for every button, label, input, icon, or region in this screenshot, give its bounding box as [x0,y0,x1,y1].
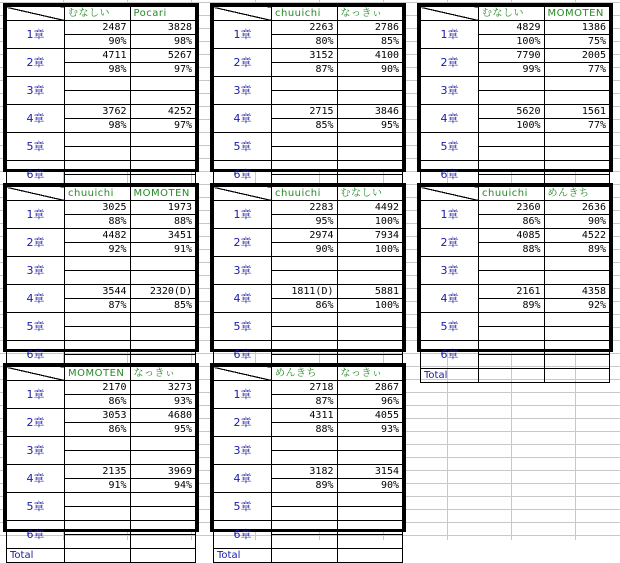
chapter-label[interactable]: 3章 [7,437,65,465]
percent-cell[interactable]: 87% [65,299,131,313]
score-cell[interactable]: 3182 [272,465,338,479]
percent-cell[interactable] [337,91,403,105]
score-cell[interactable] [65,133,131,147]
score-cell[interactable]: 5267 [130,49,196,63]
player-header-cell[interactable]: むなしい [337,187,403,201]
corner-cell[interactable] [214,367,272,381]
percent-cell[interactable]: 91% [65,479,131,493]
percent-cell[interactable] [544,91,610,105]
chapter-label[interactable]: 4章 [214,465,272,493]
score-cell[interactable]: 4711 [65,49,131,63]
corner-cell[interactable] [7,7,65,21]
percent-cell[interactable] [479,327,545,341]
percent-cell[interactable] [544,327,610,341]
corner-cell[interactable] [214,187,272,201]
percent-cell[interactable] [272,271,338,285]
score-cell[interactable] [337,161,403,175]
percent-cell[interactable] [272,147,338,161]
player-header-cell[interactable]: むなしい [65,7,131,21]
comparison-table [210,3,406,181]
percent-cell[interactable] [544,147,610,161]
percent-cell[interactable] [130,327,196,341]
player-header-cell[interactable]: chuuichi [272,187,338,201]
score-cell[interactable] [272,341,338,355]
score-cell[interactable]: 2161 [479,285,545,299]
chapter-label[interactable]: 2章 [7,409,65,437]
chapter-label[interactable]: 3章 [214,437,272,465]
player-header-cell[interactable]: chuuichi [479,187,545,201]
percent-cell[interactable]: 96% [337,395,403,409]
percent-cell[interactable] [65,327,131,341]
score-cell[interactable]: 3154 [337,465,403,479]
percent-cell[interactable] [337,507,403,521]
percent-cell[interactable] [337,271,403,285]
percent-cell[interactable]: 80% [272,35,338,49]
percent-cell[interactable] [65,147,131,161]
chapter-label[interactable]: 6章 [7,341,65,369]
chapter-label[interactable]: 5章 [421,313,479,341]
score-cell[interactable]: 1811(D) [272,285,338,299]
percent-cell[interactable] [130,451,196,465]
score-cell[interactable]: 4085 [479,229,545,243]
chapter-label[interactable]: 1章 [421,201,479,229]
score-cell[interactable] [337,77,403,91]
chapter-label[interactable]: 2章 [7,229,65,257]
chapter-label[interactable]: 4章 [214,105,272,133]
score-cell[interactable] [544,161,610,175]
score-cell[interactable]: 2974 [272,229,338,243]
chapter-label[interactable]: 3章 [214,77,272,105]
score-cell[interactable] [479,257,545,271]
score-cell[interactable] [337,313,403,327]
percent-cell[interactable] [130,91,196,105]
score-cell[interactable] [337,437,403,451]
chapter-label[interactable]: 3章 [7,77,65,105]
percent-cell[interactable]: 93% [130,395,196,409]
score-cell[interactable]: 4055 [337,409,403,423]
chapter-label[interactable]: 4章 [421,285,479,313]
score-cell[interactable]: 2718 [272,381,338,395]
score-cell[interactable] [479,133,545,147]
player-header-cell[interactable]: めんきち [272,367,338,381]
player-header-cell[interactable]: なっきぃ [337,367,403,381]
percent-cell[interactable] [65,271,131,285]
score-cell[interactable] [337,341,403,355]
score-cell[interactable]: 1386 [544,21,610,35]
score-cell[interactable] [479,313,545,327]
percent-cell[interactable]: 88% [272,423,338,437]
percent-cell[interactable]: 95% [272,215,338,229]
score-cell[interactable] [65,437,131,451]
comparison-table [210,363,406,561]
percent-cell[interactable] [272,451,338,465]
chapter-label[interactable]: 6章 [421,341,479,369]
score-cell[interactable] [130,161,196,175]
comparison-table [3,183,199,361]
chapter-label[interactable]: 1章 [7,381,65,409]
score-cell[interactable]: 4311 [272,409,338,423]
player-header-cell[interactable]: MOMOTEN [65,367,131,381]
percent-cell[interactable]: 92% [65,243,131,257]
percent-cell[interactable]: 86% [65,423,131,437]
score-cell[interactable]: 2867 [337,381,403,395]
percent-cell[interactable]: 86% [272,299,338,313]
score-cell[interactable] [544,341,610,355]
score-cell[interactable] [130,549,196,563]
score-cell[interactable]: 2283 [272,201,338,215]
percent-cell[interactable] [479,271,545,285]
chapter-label[interactable]: 5章 [421,133,479,161]
score-cell[interactable] [337,133,403,147]
percent-cell[interactable] [479,91,545,105]
chapter-label[interactable]: 4章 [7,105,65,133]
percent-cell[interactable] [337,147,403,161]
percent-cell[interactable]: 99% [479,63,545,77]
score-cell[interactable] [337,521,403,535]
chapter-label[interactable]: 1章 [214,201,272,229]
player-header-cell[interactable]: Pocari [130,7,196,21]
chapter-label[interactable]: 5章 [214,133,272,161]
percent-cell[interactable] [130,271,196,285]
percent-cell[interactable]: 93% [337,423,403,437]
comparison-table [417,183,613,381]
percent-cell[interactable]: 98% [65,119,131,133]
percent-cell[interactable]: 90% [337,479,403,493]
chapter-label[interactable]: 5章 [214,313,272,341]
percent-cell[interactable] [65,507,131,521]
score-cell[interactable]: 2487 [65,21,131,35]
comparison-table [3,3,199,181]
score-cell[interactable]: 2263 [272,21,338,35]
score-cell[interactable]: 3025 [65,201,131,215]
score-cell[interactable]: 4100 [337,49,403,63]
chapter-label[interactable]: 2章 [214,49,272,77]
score-cell[interactable]: 3828 [130,21,196,35]
score-cell[interactable]: 2135 [65,465,131,479]
corner-cell[interactable] [7,187,65,201]
percent-cell[interactable]: 87% [272,63,338,77]
percent-cell[interactable]: 85% [130,299,196,313]
percent-cell[interactable] [130,535,196,549]
chapter-label[interactable]: 5章 [7,133,65,161]
comparison-table [210,183,406,361]
score-cell[interactable]: 2636 [544,201,610,215]
corner-cell[interactable] [421,7,479,21]
chapter-label[interactable]: 6章 [214,341,272,369]
score-cell[interactable] [544,133,610,147]
chapter-label[interactable]: 1章 [7,21,65,49]
score-cell[interactable] [337,549,403,563]
percent-cell[interactable] [272,327,338,341]
percent-cell[interactable] [65,91,131,105]
player-header-cell[interactable]: chuuichi [65,187,131,201]
score-cell[interactable] [337,493,403,507]
percent-cell[interactable]: 85% [272,119,338,133]
percent-cell[interactable]: 90% [337,63,403,77]
percent-cell[interactable]: 92% [544,299,610,313]
score-cell[interactable] [65,313,131,327]
score-cell[interactable]: 4522 [544,229,610,243]
score-cell[interactable] [65,77,131,91]
score-cell[interactable] [65,257,131,271]
score-cell[interactable]: 7790 [479,49,545,63]
score-cell[interactable]: 2170 [65,381,131,395]
score-cell[interactable]: 3451 [130,229,196,243]
corner-cell[interactable] [7,367,65,381]
player-header-cell[interactable]: むなしい [479,7,545,21]
chapter-label[interactable]: 2章 [214,409,272,437]
score-cell[interactable] [130,77,196,91]
percent-cell[interactable]: 100% [337,215,403,229]
percent-cell[interactable]: 88% [130,215,196,229]
score-cell[interactable] [272,437,338,451]
score-cell[interactable] [272,549,338,563]
percent-cell[interactable]: 90% [544,215,610,229]
score-cell[interactable]: 3053 [65,409,131,423]
chapter-label[interactable]: 5章 [7,313,65,341]
percent-cell[interactable] [337,535,403,549]
score-cell[interactable] [544,257,610,271]
score-cell[interactable]: 2786 [337,21,403,35]
percent-cell[interactable] [272,91,338,105]
percent-cell[interactable]: 100% [337,299,403,313]
chapter-label[interactable]: 4章 [7,465,65,493]
score-cell[interactable]: 2005 [544,49,610,63]
percent-cell[interactable] [65,451,131,465]
total-label[interactable]: Total [7,549,65,563]
score-cell[interactable] [130,437,196,451]
percent-cell[interactable]: 89% [479,299,545,313]
total-label[interactable]: Total [214,549,272,563]
percent-cell[interactable] [65,535,131,549]
player-header-cell[interactable]: なっきぃ [130,367,196,381]
score-cell[interactable]: 5620 [479,105,545,119]
score-cell[interactable]: 3273 [130,381,196,395]
score-cell[interactable]: 3969 [130,465,196,479]
percent-cell[interactable]: 77% [544,63,610,77]
score-cell[interactable]: 7934 [337,229,403,243]
score-cell[interactable]: 4492 [337,201,403,215]
score-cell[interactable] [544,77,610,91]
percent-cell[interactable] [272,535,338,549]
corner-cell[interactable] [214,7,272,21]
score-cell[interactable]: 3762 [65,105,131,119]
score-cell[interactable] [65,521,131,535]
score-cell[interactable] [544,313,610,327]
percent-cell[interactable]: 88% [65,215,131,229]
player-header-cell[interactable]: MOMOTEN [544,7,610,21]
percent-cell[interactable] [479,355,545,369]
chapter-label[interactable]: 5章 [7,493,65,521]
percent-cell[interactable]: 77% [544,119,610,133]
score-cell[interactable] [479,341,545,355]
score-cell[interactable]: 1973 [130,201,196,215]
score-cell[interactable] [272,77,338,91]
percent-cell[interactable]: 86% [65,395,131,409]
score-cell[interactable] [479,369,545,383]
score-cell[interactable]: 2715 [272,105,338,119]
percent-cell[interactable]: 88% [479,243,545,257]
percent-cell[interactable]: 89% [272,479,338,493]
percent-cell[interactable]: 90% [65,35,131,49]
percent-cell[interactable]: 90% [272,243,338,257]
percent-cell[interactable]: 75% [544,35,610,49]
chapter-label[interactable]: 2章 [7,49,65,77]
score-cell[interactable] [479,161,545,175]
chapter-label[interactable]: 5章 [214,493,272,521]
percent-cell[interactable]: 95% [337,119,403,133]
percent-cell[interactable] [337,451,403,465]
percent-cell[interactable] [544,355,610,369]
score-cell[interactable] [130,313,196,327]
percent-cell[interactable]: 89% [544,243,610,257]
score-cell[interactable] [544,369,610,383]
percent-cell[interactable] [130,507,196,521]
player-header-cell[interactable]: MOMOTEN [130,187,196,201]
score-cell[interactable]: 2360 [479,201,545,215]
score-cell[interactable] [272,133,338,147]
chapter-label[interactable]: 3章 [421,257,479,285]
percent-cell[interactable]: 100% [479,119,545,133]
comparison-table [3,363,199,561]
chapter-label[interactable]: 6章 [7,161,65,189]
score-cell[interactable] [272,161,338,175]
chapter-label[interactable]: 3章 [421,77,479,105]
chapter-label[interactable]: 6章 [421,161,479,189]
score-cell[interactable] [130,341,196,355]
score-cell[interactable] [272,257,338,271]
score-cell[interactable] [130,521,196,535]
score-cell[interactable] [65,493,131,507]
chapter-label[interactable]: 1章 [214,21,272,49]
score-cell[interactable] [479,77,545,91]
chapter-label[interactable]: 4章 [421,105,479,133]
percent-cell[interactable] [479,147,545,161]
chapter-label[interactable]: 1章 [421,21,479,49]
chapter-label[interactable]: 3章 [214,257,272,285]
score-cell[interactable] [272,521,338,535]
player-header-cell[interactable]: めんきち [544,187,610,201]
score-cell[interactable] [130,493,196,507]
score-cell[interactable] [130,133,196,147]
percent-cell[interactable]: 97% [130,63,196,77]
chapter-label[interactable]: 6章 [7,521,65,549]
percent-cell[interactable] [337,327,403,341]
percent-cell[interactable]: 100% [479,35,545,49]
score-cell[interactable]: 4482 [65,229,131,243]
percent-cell[interactable]: 94% [130,479,196,493]
score-cell[interactable] [65,161,131,175]
percent-cell[interactable]: 98% [130,35,196,49]
score-cell[interactable] [65,549,131,563]
total-label[interactable]: Total [421,369,479,383]
score-cell[interactable] [272,493,338,507]
percent-cell[interactable]: 97% [130,119,196,133]
player-header-cell[interactable]: chuuichi [272,7,338,21]
percent-cell[interactable]: 100% [337,243,403,257]
score-cell[interactable]: 4358 [544,285,610,299]
score-cell[interactable]: 5881 [337,285,403,299]
chapter-label[interactable]: 4章 [7,285,65,313]
percent-cell[interactable] [272,507,338,521]
comparison-table [417,3,613,181]
percent-cell[interactable]: 98% [65,63,131,77]
player-header-cell[interactable]: なっきぃ [337,7,403,21]
corner-cell[interactable] [421,187,479,201]
score-cell[interactable]: 3152 [272,49,338,63]
percent-cell[interactable]: 86% [479,215,545,229]
percent-cell[interactable] [130,147,196,161]
percent-cell[interactable]: 85% [337,35,403,49]
score-cell[interactable] [337,257,403,271]
score-cell[interactable]: 2320(D) [130,285,196,299]
score-cell[interactable]: 4680 [130,409,196,423]
chapter-label[interactable]: 2章 [421,49,479,77]
score-cell[interactable]: 3846 [337,105,403,119]
chapter-label[interactable]: 6章 [214,521,272,549]
score-cell[interactable]: 4829 [479,21,545,35]
chapter-label[interactable]: 6章 [214,161,272,189]
chapter-label[interactable]: 1章 [7,201,65,229]
chapter-label[interactable]: 4章 [214,285,272,313]
score-cell[interactable]: 3544 [65,285,131,299]
chapter-label[interactable]: 2章 [214,229,272,257]
percent-cell[interactable] [544,271,610,285]
chapter-label[interactable]: 2章 [421,229,479,257]
score-cell[interactable] [130,257,196,271]
score-cell[interactable] [65,341,131,355]
chapter-label[interactable]: 3章 [7,257,65,285]
chapter-label[interactable]: 1章 [214,381,272,409]
percent-cell[interactable]: 95% [130,423,196,437]
percent-cell[interactable]: 91% [130,243,196,257]
score-cell[interactable]: 1561 [544,105,610,119]
score-cell[interactable]: 4252 [130,105,196,119]
percent-cell[interactable]: 87% [272,395,338,409]
score-cell[interactable] [272,313,338,327]
